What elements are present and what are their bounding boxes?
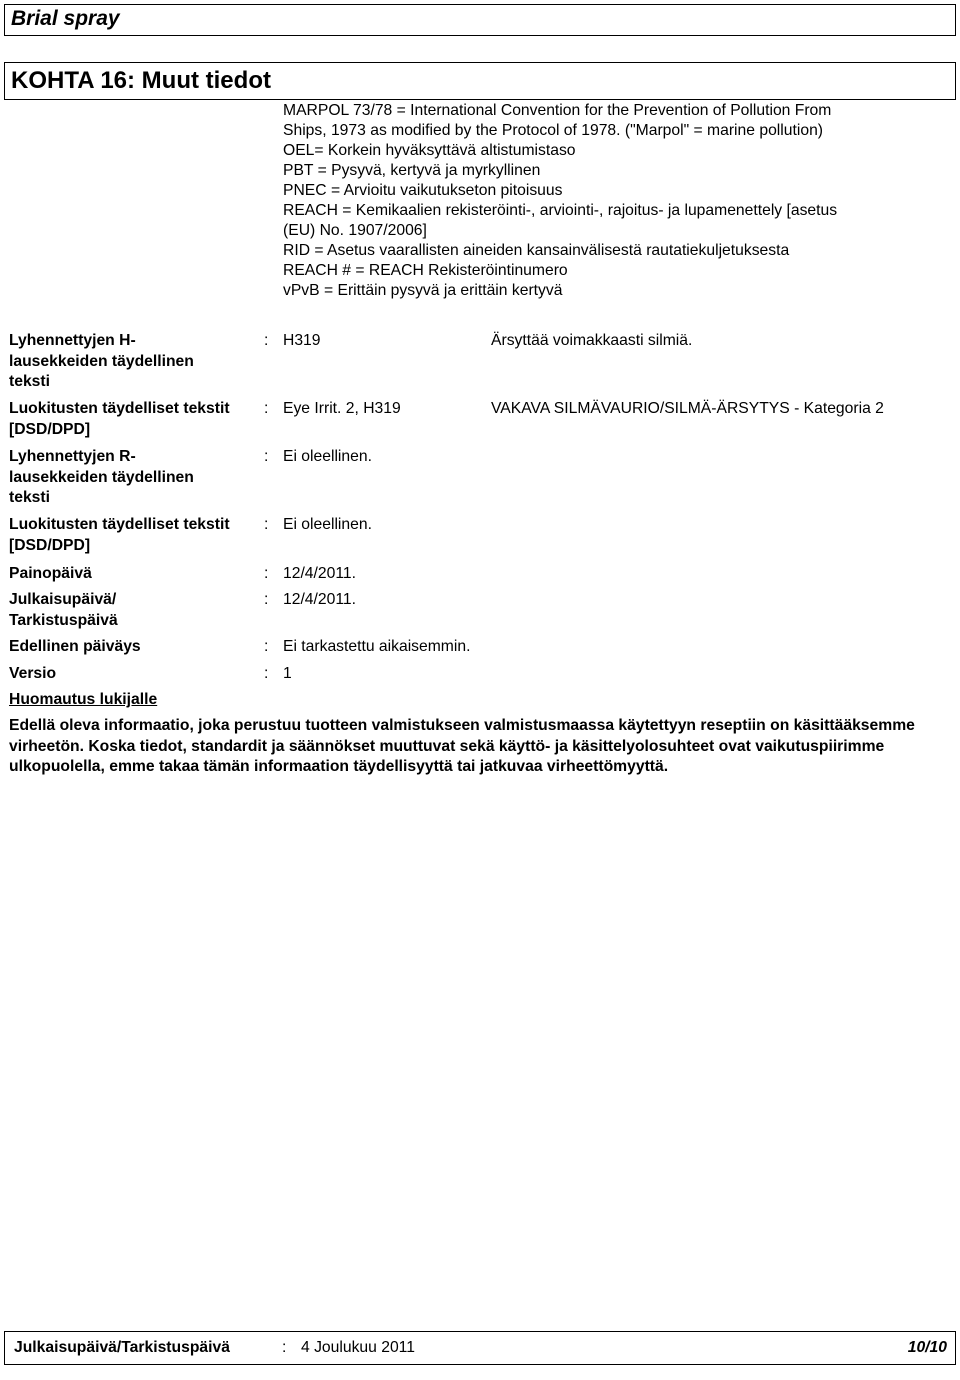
product-name: Brial spray <box>11 7 120 30</box>
field-label: Versio <box>9 665 57 682</box>
field-value: H319 <box>283 332 321 349</box>
field-colon: : <box>264 448 269 465</box>
abbreviation-line: RID = Asetus vaarallisten aineiden kansainvälisestä rautatiekuljetuksesta <box>283 242 790 259</box>
field-colon: : <box>264 400 269 417</box>
abbreviation-line: REACH = Kemikaalien rekisteröinti-, arviointi-, rajoitus- ja lupamenettely [asetus <box>283 202 838 219</box>
field-description: Ärsyttää voimakkaasti silmiä. <box>491 332 693 349</box>
field-colon: : <box>264 565 269 582</box>
abbreviations-list <box>283 101 943 301</box>
field-label: Lyhennettyjen H-lausekkeiden täydellinen teksti <box>9 332 194 390</box>
section-title: KOHTA 16: Muut tiedot <box>11 67 271 94</box>
field-value: 1 <box>283 665 292 682</box>
abbreviation-line: (EU) No. 1907/2006] <box>283 222 427 239</box>
field-label: Luokitusten täydelliset tekstit [DSD/DPD] <box>9 516 230 554</box>
footer-colon: : <box>282 1339 287 1356</box>
field-label: Painopäivä <box>9 565 92 582</box>
field-value: Eye Irrit. 2, H319 <box>283 400 401 417</box>
field-description: VAKAVA SILMÄVAURIO/SILMÄ-ÄRSYTYS - Kategoria 2 <box>491 400 884 417</box>
field-label: Edellinen päiväys <box>9 638 141 655</box>
header-bar <box>4 4 956 36</box>
field-colon: : <box>264 516 269 533</box>
field-value: 12/4/2011. <box>283 591 356 608</box>
footer-label: Julkaisupäivä/Tarkistuspäivä <box>14 1339 230 1356</box>
abbreviation-line: MARPOL 73/78 = International Convention for the Prevention of Pollution From <box>283 102 832 119</box>
abbreviation-line: vPvB = Erittäin pysyvä ja erittäin kertyvä <box>283 282 563 299</box>
footer-date: 4 Joulukuu 2011 <box>301 1339 415 1356</box>
page-number: 10/10 <box>907 1339 947 1356</box>
field-value: Ei tarkastettu aikaisemmin. <box>283 638 471 655</box>
field-label: Luokitusten täydelliset tekstit [DSD/DPD] <box>9 400 230 438</box>
abbreviation-line: OEL= Korkein hyväksyttävä altistumistaso <box>283 142 576 159</box>
footer-bar <box>4 1331 956 1365</box>
field-value: Ei oleellinen. <box>283 516 372 533</box>
field-colon: : <box>264 591 269 608</box>
field-value: 12/4/2011. <box>283 565 356 582</box>
field-colon: : <box>264 332 269 349</box>
abbreviation-line: Ships, 1973 as modified by the Protocol of 1978. ("Marpol" = marine pollution) <box>283 122 824 139</box>
note-heading: Huomautus lukijalle <box>9 691 158 708</box>
section-header <box>4 62 956 100</box>
field-label: Julkaisupäivä/ Tarkistuspäivä <box>9 591 118 629</box>
abbreviation-line: PNEC = Arvioitu vaikutukseton pitoisuus <box>283 182 563 199</box>
field-value: Ei oleellinen. <box>283 448 372 465</box>
field-colon: : <box>264 638 269 655</box>
note-text: Edellä oleva informaatio, joka perustuu tuotteen valmistukseen valmistusmaassa käytettyyn reseptiin on käsittääksemme virheetön. Koska tiedot, standardit ja säännökset muuttuvat sekä käyttö- ja käsittelyolosuhteet ovat vaikutuspiirimme ulkopuolella, emme takaa tämän informaation täydellisyyttä tai jatkuvaa virheettömyyttä. <box>9 717 915 775</box>
field-colon: : <box>264 665 269 682</box>
abbreviation-line: PBT = Pysyvä, kertyvä ja myrkyllinen <box>283 162 541 179</box>
field-label: Lyhennettyjen R-lausekkeiden täydellinen teksti <box>9 448 194 506</box>
abbreviation-line: REACH # = REACH Rekisteröintinumero <box>283 262 568 279</box>
